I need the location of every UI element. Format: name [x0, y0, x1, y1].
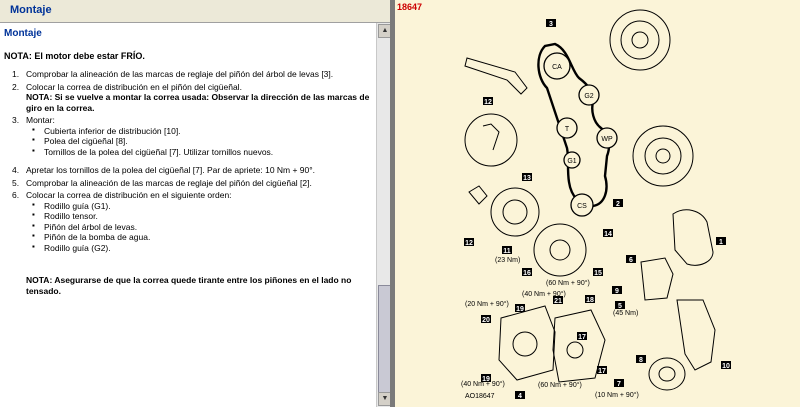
callout-1: 1 [719, 239, 723, 246]
callout-8: 8 [639, 357, 643, 364]
scroll-up-icon[interactable]: ▲ [378, 24, 392, 38]
step-note: NOTA: Si se vuelve a montar la correa usada: Observar la dirección de las marcas de giro en la correa. [26, 92, 370, 113]
sub-item: ▪ Rodillo guía (G2). [32, 243, 370, 254]
sub-item: ▪ Rodillo tensor. [32, 211, 370, 222]
step-text: Montar: [26, 115, 55, 125]
step-number: 2. [12, 81, 20, 92]
callout-6: 6 [629, 257, 633, 264]
step-number: 3. [12, 115, 20, 125]
sub-item: ▪ Cubierta inferior de distribución [10]. [32, 126, 370, 137]
step-number: 1. [12, 69, 20, 79]
content-area [0, 23, 376, 407]
sub-list [26, 126, 370, 158]
step-number: 6. [12, 190, 20, 200]
crank-pulley-icon [649, 358, 685, 390]
label-g1: G1 [567, 158, 577, 165]
step-4 [4, 165, 370, 176]
vertical-scrollbar[interactable] [376, 23, 391, 407]
callout-10: 10 [722, 363, 730, 370]
steps-list [4, 69, 370, 255]
step-text: Colocar la correa de distribución en el siguiente orden: [26, 190, 232, 200]
callout-15: 15 [594, 270, 602, 277]
callout-19b: 19 [482, 376, 490, 383]
sub-item: ▪ Piñón del árbol de levas. [32, 222, 370, 233]
label-wp: WP [601, 136, 613, 143]
step-number: 4. [12, 165, 20, 175]
locking-tool-icon [465, 58, 527, 94]
torque-60nm-top: (60 Nm + 90°) [546, 280, 590, 287]
lower-cover-icon [677, 300, 715, 370]
torque-45nm: (45 Nm) [613, 310, 639, 317]
step-5 [4, 178, 370, 189]
callouts [464, 19, 731, 400]
callout-9: 9 [615, 288, 619, 295]
sub-list [26, 201, 370, 254]
cold-engine-note: NOTA: El motor debe estar FRÍO. [4, 51, 145, 61]
step-1 [4, 69, 370, 80]
label-g2: G2 [584, 93, 594, 100]
callout-16: 16 [523, 270, 531, 277]
label-t: T [564, 126, 570, 133]
crankshaft-detail-icon [633, 126, 693, 186]
callout-3: 3 [549, 21, 553, 28]
callout-19: 19 [516, 306, 524, 313]
tensioner-assembly-icon [499, 306, 555, 380]
sub-item: ▪ Rodillo guía (G1). [32, 201, 370, 212]
section-title-bar [0, 0, 390, 23]
instructions-panel [0, 0, 390, 407]
scroll-down-icon[interactable]: ▼ [378, 392, 392, 406]
callout-7: 7 [617, 381, 621, 388]
step-text: Apretar los tornillos de la polea del cigüeñal [7]. Par de apriete: 10 Nm + 90°. [26, 165, 316, 175]
upper-cover-icon [673, 210, 713, 265]
torque-40nm-top: (40 Nm + 90°) [522, 291, 566, 298]
callout-17b: 17 [598, 368, 606, 375]
torque-40nm-bottom: (40 Nm + 90°) [461, 381, 505, 388]
callout-21: 21 [554, 298, 562, 305]
step-text: Comprobar la alineación de las marcas de reglaje del piñón del árbol de levas [3]. [26, 69, 334, 79]
step-2 [4, 82, 370, 114]
sub-item: ▪ Polea del cigüeñal [8]. [32, 136, 370, 147]
callout-18: 18 [586, 297, 594, 304]
pulley-detail-icon [534, 224, 586, 276]
step-text: Colocar la correa de distribución en el piñón del cigüeñal. [26, 81, 242, 92]
step-3 [4, 115, 370, 157]
callout-4: 4 [518, 393, 522, 400]
figure-ref-code: AO18647 [465, 393, 495, 400]
callout-14: 14 [604, 231, 612, 238]
callout-5: 5 [618, 303, 622, 310]
callout-12b: 12 [465, 240, 473, 247]
camshaft-detail-icon [610, 10, 670, 70]
step-number: 5. [12, 177, 20, 188]
torque-20nm: (20 Nm + 90°) [465, 301, 509, 308]
tension-note: NOTA: Asegurarse de que la correa quede tirante entre los piñones en el lado no tensado. [26, 275, 352, 296]
sub-item: ▪ Piñón de la bomba de agua. [32, 232, 370, 243]
callout-2: 2 [616, 201, 620, 208]
crank-sprocket-icon [491, 188, 539, 236]
torque-23nm: (23 Nm) [495, 257, 521, 264]
figure-id: 18647 [397, 2, 423, 12]
section-title[interactable]: Montaje [10, 4, 52, 16]
callout-20: 20 [482, 317, 490, 324]
torque-10nm: (10 Nm + 90°) [595, 392, 639, 399]
sub-item: ▪ Tornillos de la polea del cigüeñal [7]. Utilizar tornillos nuevos. [32, 147, 370, 158]
timing-belt-diagram [395, 0, 800, 407]
label-cs: CS [577, 203, 587, 210]
callout-17: 17 [578, 334, 586, 341]
cover-part-6-icon [641, 258, 673, 300]
callout-11: 11 [503, 248, 511, 255]
label-ca: CA [552, 64, 562, 71]
tensioner-detail-icon [465, 114, 517, 166]
callout-13: 13 [523, 175, 531, 182]
step-text: Comprobar la alineación de las marcas de reglaje del piñón del cigüeñal [2]. [26, 177, 312, 188]
torque-60nm-bottom: (60 Nm + 90°) [538, 382, 582, 389]
subheading: Montaje [4, 28, 42, 39]
callout-12: 12 [484, 99, 492, 106]
step-6 [4, 190, 370, 253]
